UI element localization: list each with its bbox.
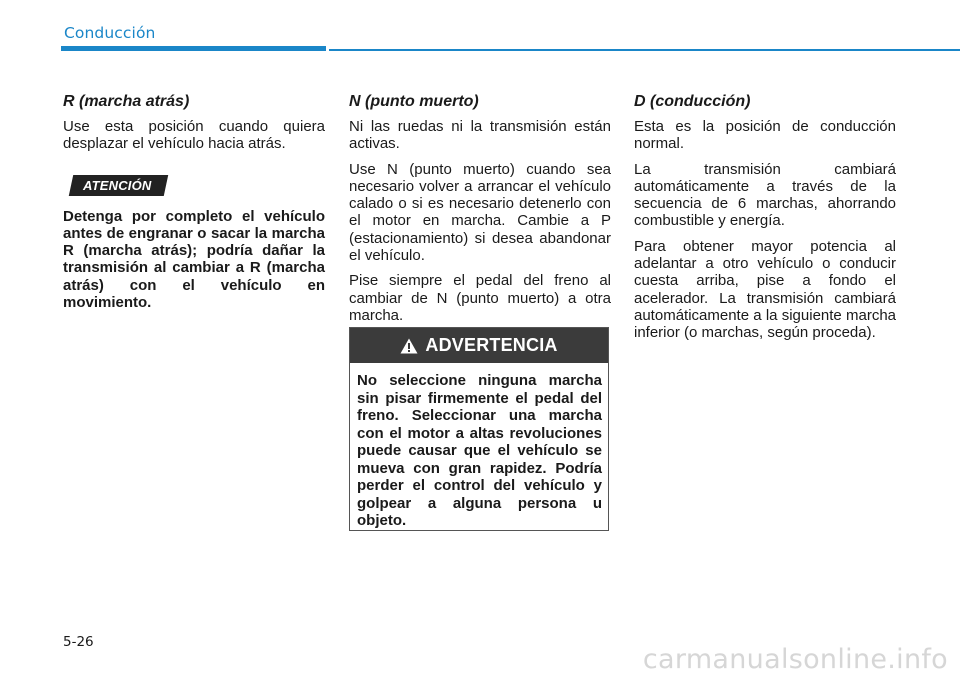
heading-drive: D (conducción) <box>634 93 751 110</box>
column-reverse <box>63 92 325 319</box>
column-neutral <box>349 92 611 332</box>
drive-paragraph-1: Esta es la posición de conducción normal. <box>634 118 896 153</box>
page-number: 5-26 <box>63 634 94 650</box>
header-rule-thick <box>61 46 326 51</box>
watermark: carmanualsonline.info <box>642 644 948 675</box>
header-rule-thin <box>329 49 960 51</box>
column-drive <box>634 92 896 350</box>
warning-box <box>349 327 609 531</box>
neutral-paragraph-1: Ni las ruedas ni la transmisión están activas. <box>349 118 611 153</box>
warning-header <box>350 328 608 363</box>
neutral-paragraph-3: Pise siempre el pedal del freno al cambiar de N (punto muerto) a otra marcha. <box>349 272 611 324</box>
neutral-paragraph-2: Use N (punto muerto) cuando sea necesario volver a arrancar el vehículo calado o si es necesario detenerlo con el motor en marcha. Cambie a P (estacionamiento) si desea abandonar el vehículo. <box>349 160 611 265</box>
caution-badge <box>69 175 168 196</box>
warning-body <box>350 363 608 530</box>
warning-triangle-icon <box>400 338 418 354</box>
section-header-title: Conducción <box>64 24 156 42</box>
reverse-description: Use esta posición cuando quiera desplazar el vehículo hacia atrás. <box>63 118 325 153</box>
caution-text: Detenga por completo el vehículo antes de engranar o sacar la marcha R (marcha atrás); podría dañar la transmisión al cambiar a R (marcha atrás) con el vehículo en movimiento. <box>63 207 325 312</box>
heading-neutral: N (punto muerto) <box>349 93 479 110</box>
drive-paragraph-2: La transmisión cambiará automáticamente a través de la secuencia de 6 marchas, ahorrando combustible y energía. <box>634 160 896 230</box>
caution-badge-label: ATENCIÓN <box>83 177 152 193</box>
warning-text: No seleccione ninguna marcha sin pisar firmemente el pedal del freno. Seleccionar una marcha con el motor a altas revoluciones puede causar que el vehículo se mueva con gran rapidez. Podría perder el control del vehículo y golpear a alguna persona u objeto. <box>357 372 602 529</box>
heading-reverse: R (marcha atrás) <box>63 93 190 110</box>
warning-title: ADVERTENCIA <box>425 335 558 355</box>
drive-paragraph-3: Para obtener mayor potencia al adelantar a otro vehículo o conducir cuesta arriba, pise a fondo el acelerador. La transmisión cambiará automáticamente a la siguiente marcha inferior (o marchas, según proceda). <box>634 237 896 342</box>
